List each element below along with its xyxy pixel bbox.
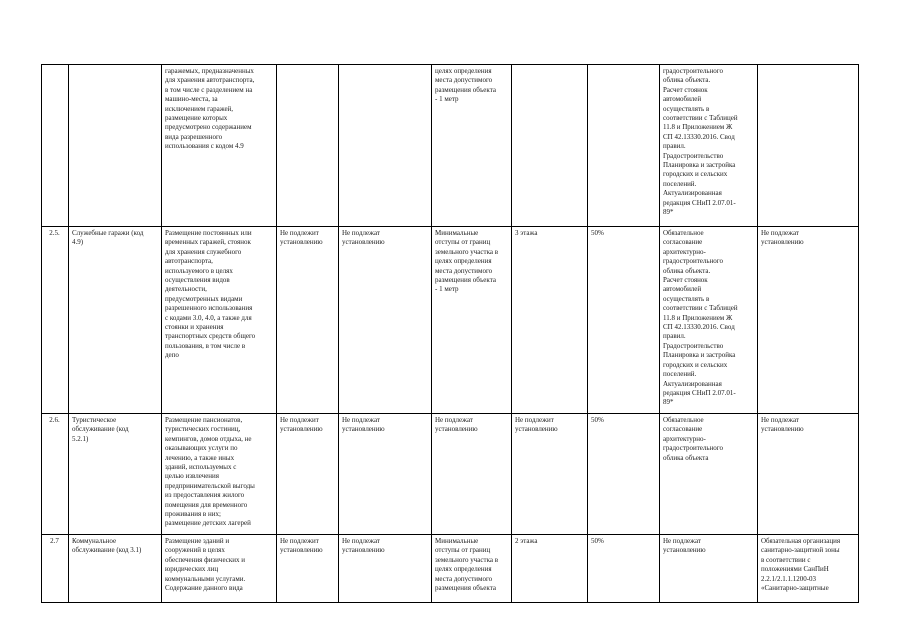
max-floors: 3 этажа [512, 227, 588, 414]
restrictions: Не подлежат установлению [758, 227, 859, 414]
min-max-plot-size: Не подлежит установлению [277, 535, 339, 603]
row-number: 2.6. [42, 414, 69, 535]
max-floors: Не подлежит установлению [512, 414, 588, 535]
other-parameters: Не подлежат установлению [660, 535, 758, 603]
min-max-plot-size [277, 65, 339, 227]
max-coverage: 50% [588, 535, 660, 603]
min-max-plot-size: Не подлежит установлению [277, 227, 339, 414]
max-coverage: 50% [588, 227, 660, 414]
table-row [42, 227, 859, 414]
min-setbacks: целях определения места допустимого размещения объекта - 1 метр [432, 65, 512, 227]
restrictions [758, 65, 859, 227]
row-number: 2.5. [42, 227, 69, 414]
restrictions: Обязательная организация санитарно-защитной зоны в соответствии с положениями СанПиН 2.2.1/2.1.1.1200-03 «Санитарно-защитные [758, 535, 859, 603]
min-max-plot-size: Не подлежит установлению [277, 414, 339, 535]
max-coverage [588, 65, 660, 227]
other-parameters: Обязательное согласование архитектурно- градостроительного облика объекта [660, 414, 758, 535]
use-description: Размещение зданий и сооружений в целях обеспечения физических и юридических лиц коммунальными услугами. Содержание данного вида [162, 535, 277, 603]
plot-dimensions: Не подлежат установлению [339, 535, 432, 603]
min-setbacks: Не подлежат установлению [432, 414, 512, 535]
other-parameters: градостроительного облика объекта. Расчет стоянок автомобилей осуществлять в соответствии с Таблицей 11.8 и Приложением Ж СП 42.13330.2016. Свод правил. Градостроительство Планировка и застройка городских и сельских поселений. Актуализированная редакция СНиП 2.07.01- 89* [660, 65, 758, 227]
plot-dimensions [339, 65, 432, 227]
restrictions: Не подлежат установлению [758, 414, 859, 535]
use-type-name: Служебные гаражи (код 4.9) [69, 227, 162, 414]
table-row [42, 414, 859, 535]
land-use-regulations-table [41, 64, 859, 603]
max-floors: 2 этажа [512, 535, 588, 603]
max-coverage: 50% [588, 414, 660, 535]
plot-dimensions: Не подлежат установлению [339, 414, 432, 535]
table-row [42, 65, 859, 227]
other-parameters: Обязательное согласование архитектурно- градостроительного облика объекта. Расчет стоянок автомобилей осуществлять в соответствии с Таблицей 11.8 и Приложением Ж СП 42.13330.2016. Свод правил. Градостроительство Планировка и застройка городских и сельских поселений. Актуализированная редакция СНиП 2.07.01- 89* [660, 227, 758, 414]
min-setbacks: Минимальные отступы от границ земельного участка в целях определения места допустимого размещения объекта - 1 метр [432, 227, 512, 414]
use-description: Размещение постоянных или временных гаражей, стоянок для хранения служебного автотранспорта, используемого в целях осуществления видов деятельности, предусмотренных видами разрешенного использования с кодами 3.0, 4.0, а также для стоянки и хранения транспортных средств общего пользования, в том числе в депо [162, 227, 277, 414]
row-number: 2.7 [42, 535, 69, 603]
use-type-name: Коммунальное обслуживание (код 3.1) [69, 535, 162, 603]
use-type-name: Туристическое обслуживание (код 5.2.1) [69, 414, 162, 535]
use-type-name [69, 65, 162, 227]
use-description: гаражемых, предназначенных для хранения автотранспорта, в том числе с разделением на машино-места, за исключением гаражей, размещение которых предусмотрено содержанием вида разрешенного использования с кодом 4.9 [162, 65, 277, 227]
use-description: Размещение пансионатов, туристических гостиниц, кемпингов, домов отдыха, не оказывающих услуги по лечению, а также иных зданий, используемых с целью извлечения предпринимательской выгоды из предоставления жилого помещения для временного проживания в них; размещение детских лагерей [162, 414, 277, 535]
row-number [42, 65, 69, 227]
max-floors [512, 65, 588, 227]
table-row [42, 535, 859, 603]
min-setbacks: Минимальные отступы от границ земельного участка в целях определения места допустимого размещения объекта [432, 535, 512, 603]
plot-dimensions: Не подлежат установлению [339, 227, 432, 414]
